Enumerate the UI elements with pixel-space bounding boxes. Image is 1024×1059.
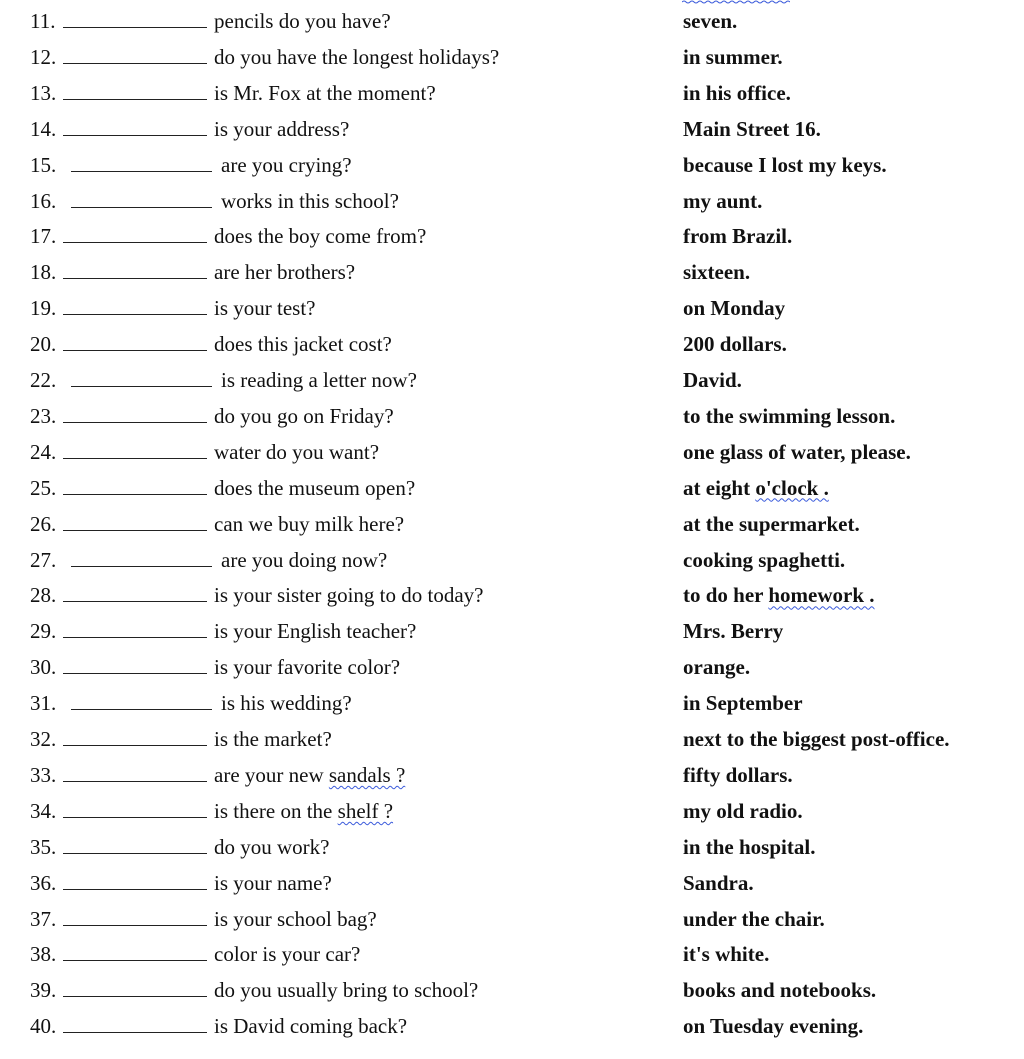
question-text: are you doing now? — [221, 547, 388, 572]
question-row — [0, 437, 1024, 467]
answer-blank[interactable] — [63, 99, 207, 100]
answer-text: in summer. — [683, 44, 783, 69]
answer-text: to the swimming lesson. — [683, 403, 896, 428]
answer-text: 200 dollars. — [683, 332, 787, 357]
answer-blank[interactable] — [63, 673, 207, 674]
answer-text: in September — [683, 691, 803, 716]
question-text: do you usually bring to school? — [214, 978, 479, 1003]
question-row — [0, 509, 1024, 539]
question-text: is your address? — [214, 116, 350, 141]
answer-blank[interactable] — [63, 853, 207, 854]
question-row — [0, 904, 1024, 934]
question-text: is your name? — [214, 870, 332, 895]
answer-blank[interactable] — [63, 960, 207, 961]
question-number: 30. — [30, 655, 57, 680]
question-text: can we buy milk here? — [214, 511, 405, 536]
question-number: 12. — [30, 44, 57, 69]
question-number: 31. — [30, 691, 57, 716]
question-number: 16. — [30, 188, 57, 213]
spellcheck-flag: sandals ? — [328, 762, 406, 787]
answer-blank[interactable] — [63, 422, 207, 423]
question-number: 39. — [30, 978, 57, 1003]
question-number: 36. — [30, 870, 57, 895]
question-number: 34. — [30, 798, 57, 823]
question-number: 40. — [30, 1014, 57, 1039]
question-text: water do you want? — [214, 439, 380, 464]
question-row — [0, 545, 1024, 575]
question-number: 38. — [30, 942, 57, 967]
answer-blank[interactable] — [71, 386, 212, 387]
answer-text: orange. — [683, 655, 751, 680]
question-row — [0, 186, 1024, 216]
question-row — [0, 724, 1024, 754]
question-text: is your school bag? — [214, 906, 377, 931]
answer-blank[interactable] — [63, 63, 207, 64]
question-row — [0, 329, 1024, 359]
answer-blank[interactable] — [63, 27, 207, 28]
question-text: is there on the shelf ? — [214, 798, 394, 823]
question-number: 24. — [30, 439, 57, 464]
question-text: are her brothers? — [214, 260, 356, 285]
answer-blank[interactable] — [71, 171, 212, 172]
answer-text: at the supermarket. — [683, 511, 860, 536]
question-row — [0, 652, 1024, 682]
answer-text: sixteen. — [683, 260, 751, 285]
question-number: 25. — [30, 475, 57, 500]
question-row — [0, 616, 1024, 646]
answer-blank[interactable] — [63, 817, 207, 818]
question-row — [0, 760, 1024, 790]
answer-blank[interactable] — [63, 781, 207, 782]
answer-text: because I lost my keys. — [683, 152, 887, 177]
question-number: 13. — [30, 80, 57, 105]
question-row — [0, 293, 1024, 323]
question-text: do you go on Friday? — [214, 403, 394, 428]
question-text: do you work? — [214, 834, 330, 859]
question-row — [0, 1011, 1024, 1041]
question-row — [0, 580, 1024, 610]
question-number: 11. — [30, 9, 56, 33]
answer-blank[interactable] — [63, 242, 207, 243]
question-text: does the museum open? — [214, 475, 416, 500]
answer-text: on Tuesday evening. — [683, 1014, 864, 1039]
question-row — [0, 365, 1024, 395]
question-text: is the market? — [214, 727, 332, 751]
spellcheck-flag: o'clock . — [755, 475, 829, 500]
answer-text: under the chair. — [683, 906, 825, 931]
question-text: is your sister going to do today? — [214, 583, 484, 608]
question-row — [0, 401, 1024, 431]
question-text: pencils do you have? — [214, 9, 391, 33]
question-text: is David coming back? — [214, 1014, 408, 1039]
question-number: 14. — [30, 116, 57, 141]
question-number: 23. — [30, 403, 57, 428]
question-row — [0, 939, 1024, 969]
answer-blank[interactable] — [71, 709, 212, 710]
answer-text: my aunt. — [683, 188, 763, 213]
question-number: 18. — [30, 260, 57, 285]
answer-text: Main Street 16. — [683, 116, 821, 141]
answer-blank[interactable] — [63, 925, 207, 926]
answer-text: seven. — [683, 9, 738, 33]
question-text: is your English teacher? — [214, 619, 417, 644]
answer-blank[interactable] — [63, 996, 207, 997]
answer-blank[interactable] — [71, 207, 212, 208]
question-text: does the boy come from? — [214, 224, 427, 249]
question-text: works in this school? — [221, 188, 399, 213]
answer-text: Mrs. Berry — [683, 619, 784, 644]
answer-text: at eight o'clock . — [683, 475, 829, 500]
question-row — [0, 221, 1024, 251]
answer-text: cooking spaghetti. — [683, 547, 846, 572]
answer-blank[interactable] — [63, 637, 207, 638]
answer-text: to do her homework . — [683, 583, 875, 608]
answer-blank[interactable] — [63, 1032, 207, 1033]
question-number: 29. — [30, 619, 57, 644]
question-text: color is your car? — [214, 942, 361, 967]
question-text: is reading a letter now? — [221, 368, 417, 392]
question-row — [0, 832, 1024, 862]
answer-text: Sandra. — [683, 870, 754, 895]
answer-blank[interactable] — [63, 458, 207, 459]
answer-text: from Brazil. — [683, 224, 793, 249]
answer-blank[interactable] — [71, 566, 212, 567]
question-text: is your favorite color? — [214, 655, 401, 680]
question-row — [0, 6, 1024, 36]
spellcheck-flag: homework . — [768, 583, 875, 608]
question-number: 27. — [30, 547, 57, 572]
question-number: 32. — [30, 727, 57, 751]
question-number: 37. — [30, 906, 57, 931]
answer-text: one glass of water, please. — [683, 439, 911, 464]
question-row — [0, 688, 1024, 718]
answer-blank[interactable] — [63, 350, 207, 351]
spellcheck-flag: shelf ? — [337, 798, 394, 823]
question-row — [0, 257, 1024, 287]
question-text: is your test? — [214, 296, 316, 321]
answer-blank[interactable] — [63, 745, 207, 746]
answer-blank[interactable] — [63, 494, 207, 495]
question-text: are your new sandals ? — [214, 762, 406, 787]
answer-text: next to the biggest post-office. — [683, 727, 950, 751]
question-row — [0, 150, 1024, 180]
question-number: 20. — [30, 332, 57, 357]
question-number: 22. — [30, 368, 57, 392]
answer-text: books and notebooks. — [683, 978, 877, 1003]
question-number: 17. — [30, 224, 57, 249]
answer-text: my old radio. — [683, 798, 803, 823]
answer-text: it's white. — [683, 942, 770, 967]
question-row — [0, 78, 1024, 108]
question-text: does this jacket cost? — [214, 332, 392, 357]
question-text: is his wedding? — [221, 691, 352, 716]
question-number: 15. — [30, 152, 57, 177]
spellcheck-squiggle-fragment — [682, 0, 790, 4]
answer-blank[interactable] — [63, 314, 207, 315]
question-row — [0, 796, 1024, 826]
answer-blank[interactable] — [63, 135, 207, 136]
question-number: 33. — [30, 762, 57, 787]
answer-text: David. — [683, 368, 742, 392]
answer-text: in his office. — [683, 80, 791, 105]
question-text: do you have the longest holidays? — [214, 44, 500, 69]
question-number: 26. — [30, 511, 57, 536]
question-text: is Mr. Fox at the moment? — [214, 80, 436, 105]
answer-text: on Monday — [683, 296, 786, 321]
answer-text: fifty dollars. — [683, 762, 793, 787]
answer-blank[interactable] — [63, 530, 207, 531]
answer-blank[interactable] — [63, 601, 207, 602]
question-row — [0, 42, 1024, 72]
answer-blank[interactable] — [63, 278, 207, 279]
question-number: 35. — [30, 834, 57, 859]
question-number: 28. — [30, 583, 57, 608]
question-text: are you crying? — [221, 152, 352, 177]
answer-text: in the hospital. — [683, 834, 816, 859]
question-row — [0, 975, 1024, 1005]
answer-blank[interactable] — [63, 889, 207, 890]
question-row — [0, 114, 1024, 144]
question-number: 19. — [30, 296, 57, 321]
question-row — [0, 473, 1024, 503]
question-row — [0, 868, 1024, 898]
